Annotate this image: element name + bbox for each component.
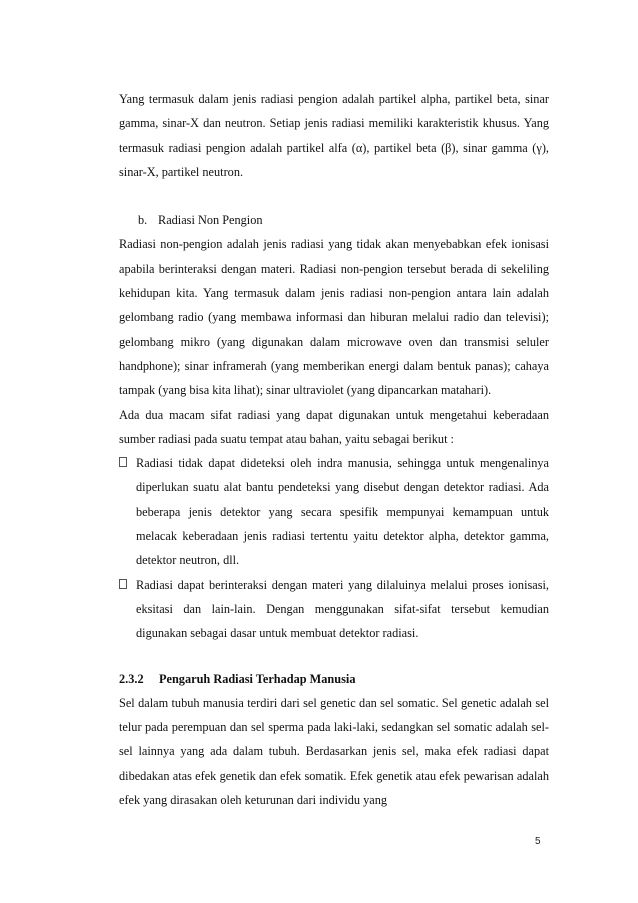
subheading-letter: b. xyxy=(138,213,148,228)
page-number: 5 xyxy=(535,836,541,847)
properties-list xyxy=(119,451,549,645)
subheading-non-ionizing xyxy=(119,208,549,232)
paragraph-radiation-properties: Ada dua macam sifat radiasi yang dapat digunakan untuk mengetahui keberadaan sumber radiasi pada suatu tempat atau bahan, yaitu sebagai berikut : xyxy=(119,407,549,446)
list-item-text: Radiasi tidak dapat dideteksi oleh indra manusia, sehingga untuk mengenalinya diperlukan suatu alat bantu pendeteksi yang disebut dengan detektor radiasi. Ada beberapa jenis detektor yang secara spesifik mempunyai kemampuan untuk melacak keberadaan jenis radiasi tertentu yaitu detektor alpha, detektor gamma, detektor neutron, dll. xyxy=(136,456,549,568)
section-title: Pengaruh Radiasi Terhadap Manusia xyxy=(159,671,356,686)
section-number: 2.3.2 xyxy=(119,671,144,686)
list-item-text: Radiasi dapat berinteraksi dengan materi yang dilaluinya melalui proses ionisasi, eksitasi dan lain-lain. Dengan menggunakan sifat-sifat tersebut kemudian digunakan sebagai dasar untuk membuat detektor radiasi. xyxy=(136,577,549,641)
bullet-box-icon xyxy=(119,579,127,589)
paragraph-ionizing-radiation: Yang termasuk dalam jenis radiasi pengion adalah partikel alpha, partikel beta, sinar gamma, sinar-X dan neutron. Setiap jenis radiasi memiliki karakteristik khusus. Yang termasuk radiasi pengion adalah partikel alfa (α), partikel beta (β), sinar gamma (γ), sinar-X, partikel neutron. xyxy=(119,92,549,179)
subheading-title: Radiasi Non Pengion xyxy=(158,213,263,228)
paragraph-human-effects: Sel dalam tubuh manusia terdiri dari sel genetic dan sel somatic. Sel genetic adalah sel telur pada perempuan dan sel sperma pada laki-laki, sedangkan sel somatic adalah sel-sel lainnya yang ada dalam tubuh. Berdasarkan jenis sel, maka efek radiasi dapat dibedakan atas efek genetik dan efek somatik. Efek genetik atau efek pewarisan adalah efek yang dirasakan oleh keturunan dari individu yang xyxy=(119,695,549,808)
section-heading xyxy=(119,667,549,691)
list-item xyxy=(119,573,549,646)
list-item xyxy=(119,451,549,572)
document-page xyxy=(119,87,549,812)
paragraph-non-ionizing: Radiasi non-pengion adalah jenis radiasi yang tidak akan menyebabkan efek ionisasi apabila berinteraksi dengan materi. Radiasi non-pengion tersebut berada di sekeliling kehidupan kita. Yang termasuk dalam jenis radiasi non-pengion antara lain adalah gelombang radio (yang membawa informasi dan hiburan melalui radio dan televisi); gelombang mikro (yang digunakan dalam microwave oven dan transmisi seluler handphone); sinar inframerah (yang memberikan energi dalam bentuk panas); cahaya tampak (yang bisa kita lihat); sinar ultraviolet (yang dipancarkan matahari). xyxy=(119,237,549,398)
bullet-box-icon xyxy=(119,457,127,467)
